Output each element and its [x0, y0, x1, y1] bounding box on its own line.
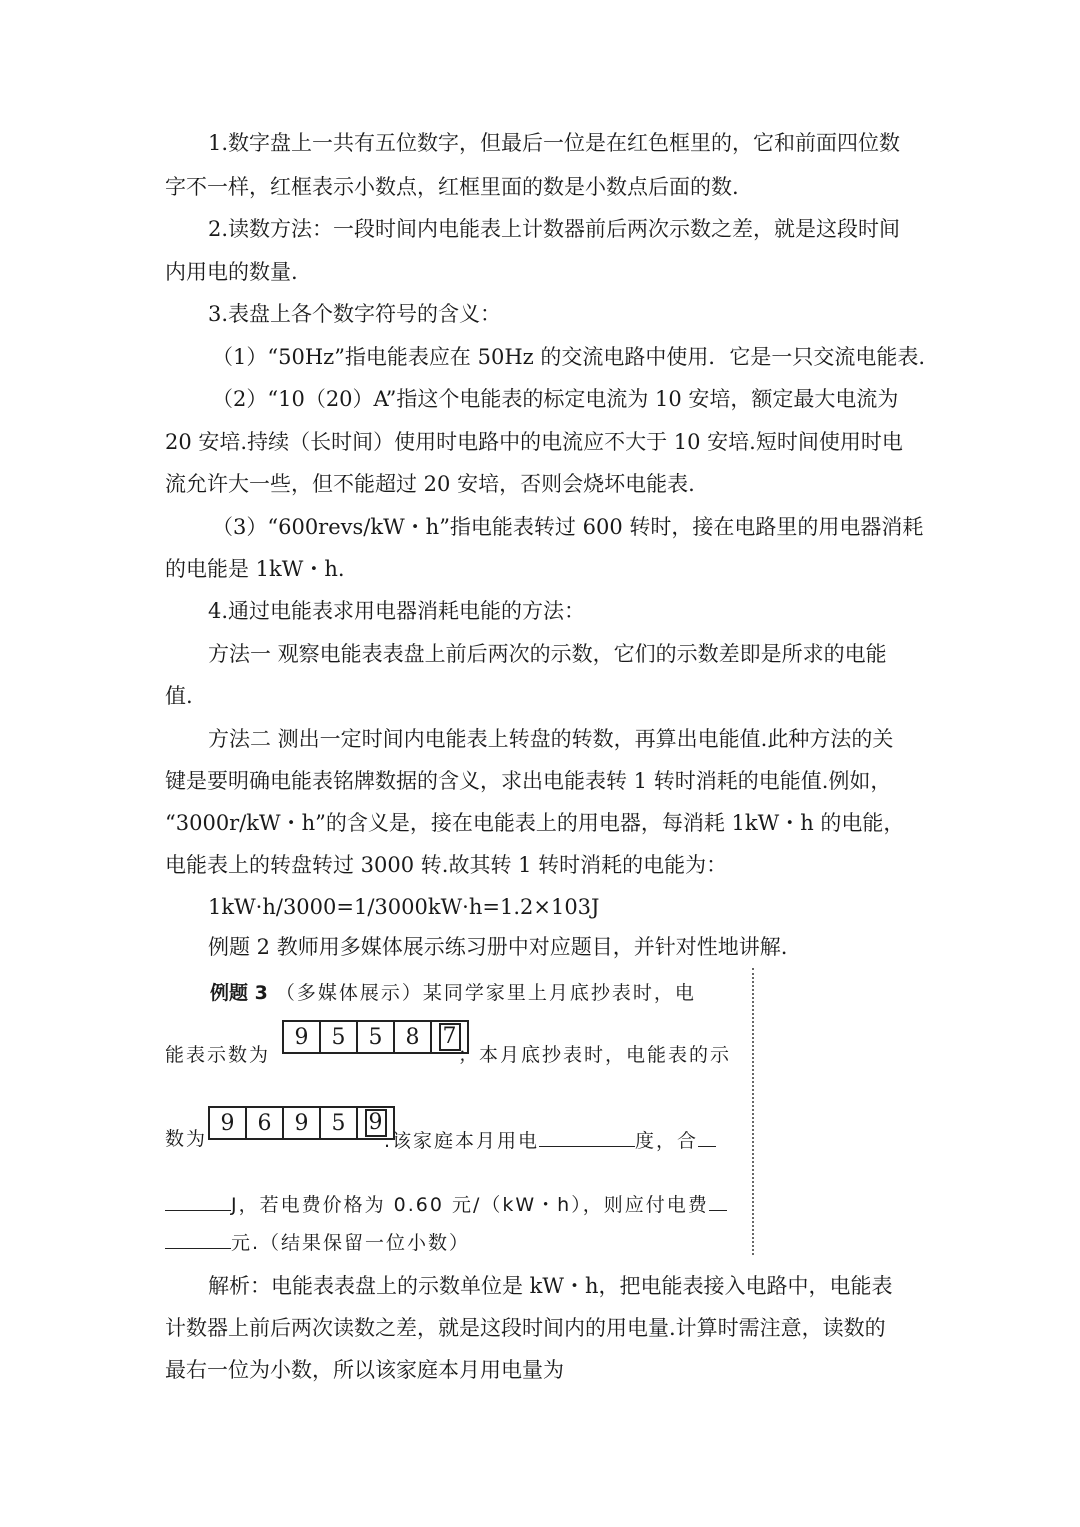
- paragraph-3-item-2-line-2: 20 安培.持续（长时间）使用时电路中的电流应不大于 10 安培.短时间使用时电: [165, 430, 903, 454]
- meter-reading-last-month: [282, 1020, 469, 1054]
- meter-decimal-value: 7: [439, 1023, 461, 1051]
- meter-digit: 6: [247, 1108, 284, 1138]
- method-2-line-1: 方法二 测出一定时间内电能表上转盘的转数，再算出电能值.此种方法的关: [208, 727, 894, 751]
- answer-blank-joule[interactable]: [165, 1190, 231, 1211]
- method-1-line-2: 值.: [165, 684, 193, 708]
- example-3-line-2-pre: 能表示数为: [165, 1044, 271, 1066]
- paragraph-3-heading: 3.表盘上各个数字符号的含义：: [208, 302, 502, 326]
- paragraph-3-item-1: （1）“50Hz”指电能表应在 50Hz 的交流电路中使用．它是一只交流电能表.: [212, 345, 926, 369]
- meter-digit: 9: [284, 1108, 321, 1138]
- meter-digit: 9: [284, 1022, 321, 1052]
- formula: 1kW·h/3000=1/3000kW·h=1.2×103J: [208, 895, 600, 919]
- paragraph-2-line-2: 内用电的数量.: [165, 260, 298, 284]
- example-3-divider: [752, 968, 754, 1255]
- answer-blank-fee[interactable]: [165, 1228, 231, 1249]
- meter-decimal-value: 9: [365, 1109, 387, 1137]
- meter-digit: 5: [321, 1108, 358, 1138]
- method-2-line-2: 键是要明确电能表铭牌数据的含义，求出电能表转 1 转时消耗的电能值.例如，: [165, 769, 892, 793]
- meter-digit: 5: [358, 1022, 395, 1052]
- paragraph-2-line-1: 2.读数方法：一段时间内电能表上计数器前后两次示数之差，就是这段时间: [208, 217, 901, 241]
- example-3-line-2-post: ；本月底抄表时，电能表的示: [458, 1044, 732, 1066]
- example-3-line-4: [165, 1190, 727, 1218]
- meter-digit: 8: [395, 1022, 432, 1052]
- example-3-line-3-unit: 度，合: [635, 1130, 699, 1152]
- example-3-line-1: [210, 980, 696, 1006]
- method-2-line-4: 电能表上的转盘转过 3000 转.故其转 1 转时消耗的电能为：: [165, 853, 728, 877]
- example-2: 例题 2 教师用多媒体展示练习册中对应题目，并针对性地讲解.: [208, 935, 788, 959]
- paragraph-4-heading: 4.通过电能表求用电器消耗电能的方法：: [208, 599, 586, 623]
- paragraph-1-line-2: 字不一样，红框表示小数点，红框里面的数是小数点后面的数.: [165, 175, 739, 199]
- example-3-line-3-post: [384, 1126, 716, 1154]
- paragraph-3-item-2-line-1: （2）“10（20）A”指这个电能表的标定电流为 10 安培，额定最大电流为: [212, 387, 899, 411]
- paragraph-1-line-1: 1.数字盘上一共有五位数字，但最后一位是在红色框里的，它和前面四位数: [208, 131, 901, 155]
- method-2-line-3: “3000r/kW・h”的含义是，接在电能表上的用电器，每消耗 1kW・h 的电能，: [165, 811, 905, 835]
- analysis-line-2: 计数器上前后两次读数之差，就是这段时间内的用电量.计算时需注意，读数的: [165, 1316, 886, 1340]
- meter-reading-this-month: [208, 1106, 395, 1140]
- example-3-line-5-text: 元.（结果保留一位小数）: [231, 1232, 471, 1254]
- answer-blank-joule-start[interactable]: [698, 1126, 716, 1147]
- example-3-line-4-text: J，若电费价格为 0.60 元/（kW・h），则应付电费: [231, 1194, 709, 1216]
- analysis-line-3: 最右一位为小数，所以该家庭本月用电量为: [165, 1358, 564, 1382]
- meter-digit: 5: [321, 1022, 358, 1052]
- answer-blank-kwh[interactable]: [539, 1126, 635, 1147]
- paragraph-3-item-3-line-1: （3）“600revs/kW・h”指电能表转过 600 转时，接在电路里的用电器消耗: [212, 515, 924, 539]
- example-3-line-3-pre: 数为: [165, 1128, 208, 1150]
- example-3-line-3-text: .该家庭本月用电: [384, 1130, 540, 1152]
- method-1-line-1: 方法一 观察电能表表盘上前后两次的示数，它们的示数差即是所求的电能: [208, 642, 887, 666]
- paragraph-3-item-3-line-2: 的电能是 1kW・h.: [165, 557, 345, 581]
- example-3-title: 例题 3: [210, 982, 268, 1004]
- example-3-line-1-text: （多媒体展示）某同学家里上月底抄表时，电: [275, 982, 696, 1004]
- meter-digit: 9: [210, 1108, 247, 1138]
- paragraph-3-item-2-line-3: 流允许大一些，但不能超过 20 安培，否则会烧坏电能表.: [165, 472, 695, 496]
- example-3-line-5: [165, 1228, 470, 1256]
- answer-blank-fee-start[interactable]: [709, 1190, 727, 1211]
- analysis-line-1: 解析：电能表表盘上的示数单位是 kW・h，把电能表接入电路中，电能表: [208, 1274, 893, 1298]
